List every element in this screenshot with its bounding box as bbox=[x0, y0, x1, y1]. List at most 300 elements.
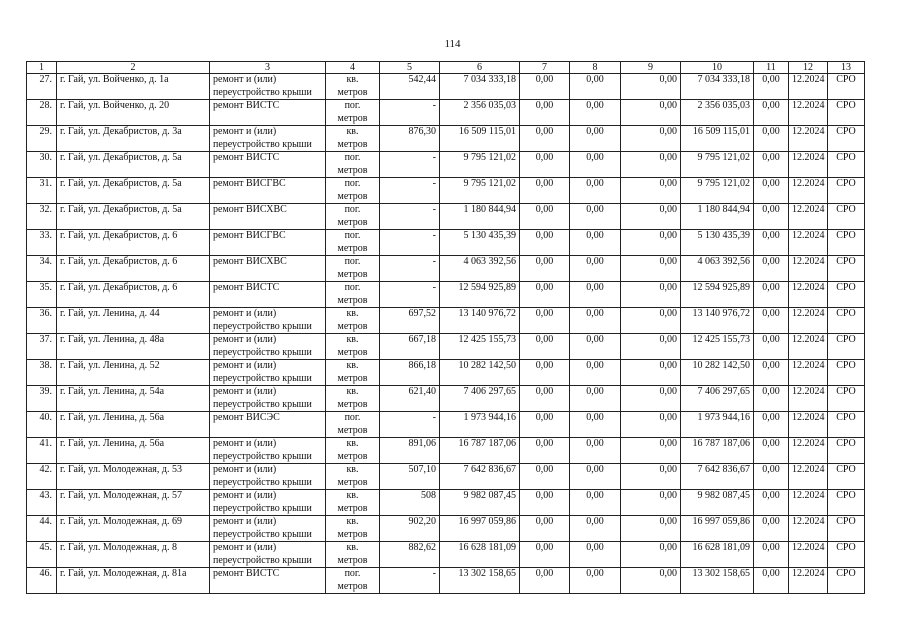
col10-cell: 5 130 435,39 bbox=[681, 230, 754, 256]
unit-line-2: метров bbox=[337, 346, 368, 358]
address-cell: г. Гай, ул. Молодежная, д. 81а bbox=[57, 568, 210, 594]
unit-line-1: пог. bbox=[344, 412, 361, 423]
col9-cell: 0,00 bbox=[621, 386, 681, 412]
col8-cell: 0,00 bbox=[570, 334, 621, 360]
col10-cell: 16 628 181,09 bbox=[681, 542, 754, 568]
quantity-cell: 902,20 bbox=[380, 516, 440, 542]
work-type-line-1: ремонт и (или) bbox=[213, 490, 277, 501]
work-type-line-1: ремонт ВИСТС bbox=[213, 152, 280, 163]
unit-line-1: пог. bbox=[344, 178, 361, 189]
work-type-cell bbox=[210, 126, 326, 152]
work-type-line-1: ремонт и (или) bbox=[213, 308, 277, 319]
row-number-cell: 39. bbox=[27, 386, 57, 412]
deadline-cell: 12.2024 bbox=[789, 74, 828, 100]
column-number-header: 6 bbox=[440, 62, 520, 74]
unit-line-1: кв. bbox=[346, 464, 359, 475]
work-type-cell bbox=[210, 256, 326, 282]
col7-cell: 0,00 bbox=[520, 178, 570, 204]
work-type-line-1: ремонт и (или) bbox=[213, 386, 277, 397]
work-type-cell bbox=[210, 334, 326, 360]
col8-cell: 0,00 bbox=[570, 178, 621, 204]
address-cell: г. Гай, ул. Ленина, д. 54а bbox=[57, 386, 210, 412]
column-number-header: 8 bbox=[570, 62, 621, 74]
col11-cell: 0,00 bbox=[754, 516, 789, 542]
unit-line-1: кв. bbox=[346, 386, 359, 397]
column-number-header: 9 bbox=[621, 62, 681, 74]
address-cell: г. Гай, ул. Ленина, д. 44 bbox=[57, 308, 210, 334]
work-type-cell bbox=[210, 412, 326, 438]
work-type-line-1: ремонт и (или) bbox=[213, 360, 277, 371]
table-row bbox=[27, 100, 865, 126]
total-cost-cell: 12 594 925,89 bbox=[440, 282, 520, 308]
col9-cell: 0,00 bbox=[621, 152, 681, 178]
method-cell: СРО bbox=[828, 152, 865, 178]
quantity-cell: - bbox=[380, 282, 440, 308]
row-number-cell: 29. bbox=[27, 126, 57, 152]
col7-cell: 0,00 bbox=[520, 152, 570, 178]
column-number-header: 2 bbox=[57, 62, 210, 74]
unit-line-2: метров bbox=[337, 424, 368, 436]
col7-cell: 0,00 bbox=[520, 308, 570, 334]
col9-cell: 0,00 bbox=[621, 568, 681, 594]
row-number-cell: 38. bbox=[27, 360, 57, 386]
table-row bbox=[27, 464, 865, 490]
col10-cell: 2 356 035,03 bbox=[681, 100, 754, 126]
work-type-line-1: ремонт и (или) bbox=[213, 516, 277, 527]
method-cell: СРО bbox=[828, 386, 865, 412]
total-cost-cell: 9 795 121,02 bbox=[440, 152, 520, 178]
unit-cell bbox=[326, 568, 380, 594]
col9-cell: 0,00 bbox=[621, 256, 681, 282]
col11-cell: 0,00 bbox=[754, 282, 789, 308]
address-cell: г. Гай, ул. Декабристов, д. 6 bbox=[57, 256, 210, 282]
col7-cell: 0,00 bbox=[520, 360, 570, 386]
address-cell: г. Гай, ул. Ленина, д. 52 bbox=[57, 360, 210, 386]
deadline-cell: 12.2024 bbox=[789, 334, 828, 360]
col9-cell: 0,00 bbox=[621, 282, 681, 308]
address-cell: г. Гай, ул. Декабристов, д. 3а bbox=[57, 126, 210, 152]
col9-cell: 0,00 bbox=[621, 542, 681, 568]
method-cell: СРО bbox=[828, 74, 865, 100]
table-row bbox=[27, 230, 865, 256]
work-type-line-2: переустройство крыши bbox=[213, 86, 312, 98]
total-cost-cell: 7 642 836,67 bbox=[440, 464, 520, 490]
total-cost-cell: 9 982 087,45 bbox=[440, 490, 520, 516]
col11-cell: 0,00 bbox=[754, 74, 789, 100]
total-cost-cell: 13 140 976,72 bbox=[440, 308, 520, 334]
work-type-cell bbox=[210, 282, 326, 308]
col11-cell: 0,00 bbox=[754, 204, 789, 230]
unit-line-1: пог. bbox=[344, 568, 361, 579]
address-cell: г. Гай, ул. Декабристов, д. 5а bbox=[57, 204, 210, 230]
row-number-cell: 41. bbox=[27, 438, 57, 464]
col10-cell: 1 180 844,94 bbox=[681, 204, 754, 230]
unit-cell bbox=[326, 126, 380, 152]
total-cost-cell: 16 997 059,86 bbox=[440, 516, 520, 542]
row-number-cell: 28. bbox=[27, 100, 57, 126]
work-type-cell bbox=[210, 204, 326, 230]
deadline-cell: 12.2024 bbox=[789, 568, 828, 594]
col9-cell: 0,00 bbox=[621, 490, 681, 516]
address-cell: г. Гай, ул. Ленина, д. 48а bbox=[57, 334, 210, 360]
unit-line-2: метров bbox=[337, 502, 368, 514]
unit-cell bbox=[326, 360, 380, 386]
quantity-cell: - bbox=[380, 412, 440, 438]
col11-cell: 0,00 bbox=[754, 438, 789, 464]
unit-cell bbox=[326, 152, 380, 178]
unit-cell bbox=[326, 334, 380, 360]
unit-line-1: кв. bbox=[346, 542, 359, 553]
work-type-line-1: ремонт и (или) bbox=[213, 334, 277, 345]
unit-line-2: метров bbox=[337, 320, 368, 332]
unit-line-2: метров bbox=[337, 528, 368, 540]
col10-cell: 13 302 158,65 bbox=[681, 568, 754, 594]
row-number-cell: 37. bbox=[27, 334, 57, 360]
row-number-cell: 30. bbox=[27, 152, 57, 178]
col9-cell: 0,00 bbox=[621, 464, 681, 490]
col7-cell: 0,00 bbox=[520, 516, 570, 542]
work-type-cell bbox=[210, 360, 326, 386]
col11-cell: 0,00 bbox=[754, 464, 789, 490]
work-type-line-2: переустройство крыши bbox=[213, 372, 312, 384]
col9-cell: 0,00 bbox=[621, 334, 681, 360]
column-number-header: 1 bbox=[27, 62, 57, 74]
table-row bbox=[27, 412, 865, 438]
unit-cell bbox=[326, 386, 380, 412]
work-type-line-1: ремонт ВИСХВС bbox=[213, 204, 287, 215]
col8-cell: 0,00 bbox=[570, 438, 621, 464]
col8-cell: 0,00 bbox=[570, 360, 621, 386]
unit-line-1: пог. bbox=[344, 230, 361, 241]
unit-line-1: пог. bbox=[344, 256, 361, 267]
quantity-cell: - bbox=[380, 204, 440, 230]
total-cost-cell: 7 034 333,18 bbox=[440, 74, 520, 100]
col7-cell: 0,00 bbox=[520, 490, 570, 516]
quantity-cell: 876,30 bbox=[380, 126, 440, 152]
deadline-cell: 12.2024 bbox=[789, 412, 828, 438]
col7-cell: 0,00 bbox=[520, 386, 570, 412]
work-type-line-1: ремонт ВИСГВС bbox=[213, 230, 286, 241]
method-cell: СРО bbox=[828, 308, 865, 334]
method-cell: СРО bbox=[828, 126, 865, 152]
column-number-header: 11 bbox=[754, 62, 789, 74]
work-type-line-1: ремонт ВИСЭС bbox=[213, 412, 280, 423]
unit-line-1: кв. bbox=[346, 308, 359, 319]
col8-cell: 0,00 bbox=[570, 100, 621, 126]
table-row bbox=[27, 178, 865, 204]
address-cell: г. Гай, ул. Войченко, д. 1а bbox=[57, 74, 210, 100]
col9-cell: 0,00 bbox=[621, 516, 681, 542]
col11-cell: 0,00 bbox=[754, 568, 789, 594]
col8-cell: 0,00 bbox=[570, 126, 621, 152]
deadline-cell: 12.2024 bbox=[789, 438, 828, 464]
quantity-cell: 866,18 bbox=[380, 360, 440, 386]
unit-cell bbox=[326, 308, 380, 334]
col11-cell: 0,00 bbox=[754, 152, 789, 178]
address-cell: г. Гай, ул. Декабристов, д. 6 bbox=[57, 282, 210, 308]
col8-cell: 0,00 bbox=[570, 516, 621, 542]
col10-cell: 7 406 297,65 bbox=[681, 386, 754, 412]
unit-line-2: метров bbox=[337, 476, 368, 488]
row-number-cell: 40. bbox=[27, 412, 57, 438]
quantity-cell: - bbox=[380, 256, 440, 282]
col8-cell: 0,00 bbox=[570, 464, 621, 490]
table-row bbox=[27, 334, 865, 360]
unit-line-1: кв. bbox=[346, 74, 359, 85]
work-type-line-1: ремонт и (или) bbox=[213, 438, 277, 449]
col9-cell: 0,00 bbox=[621, 204, 681, 230]
work-type-line-2: переустройство крыши bbox=[213, 554, 312, 566]
table-row bbox=[27, 282, 865, 308]
work-type-line-1: ремонт и (или) bbox=[213, 126, 277, 137]
col9-cell: 0,00 bbox=[621, 126, 681, 152]
unit-cell bbox=[326, 74, 380, 100]
method-cell: СРО bbox=[828, 568, 865, 594]
col7-cell: 0,00 bbox=[520, 334, 570, 360]
col7-cell: 0,00 bbox=[520, 126, 570, 152]
unit-cell bbox=[326, 516, 380, 542]
address-cell: г. Гай, ул. Декабристов, д. 5а bbox=[57, 178, 210, 204]
unit-cell bbox=[326, 490, 380, 516]
unit-cell bbox=[326, 438, 380, 464]
column-number-header: 10 bbox=[681, 62, 754, 74]
col10-cell: 16 997 059,86 bbox=[681, 516, 754, 542]
col8-cell: 0,00 bbox=[570, 74, 621, 100]
unit-cell bbox=[326, 464, 380, 490]
work-type-line-2: переустройство крыши bbox=[213, 398, 312, 410]
work-type-cell bbox=[210, 100, 326, 126]
col11-cell: 0,00 bbox=[754, 230, 789, 256]
deadline-cell: 12.2024 bbox=[789, 282, 828, 308]
column-number-header: 5 bbox=[380, 62, 440, 74]
page-number: 114 bbox=[444, 38, 461, 50]
col8-cell: 0,00 bbox=[570, 490, 621, 516]
total-cost-cell: 2 356 035,03 bbox=[440, 100, 520, 126]
row-number-cell: 34. bbox=[27, 256, 57, 282]
col9-cell: 0,00 bbox=[621, 438, 681, 464]
col7-cell: 0,00 bbox=[520, 282, 570, 308]
row-number-cell: 43. bbox=[27, 490, 57, 516]
row-number-cell: 31. bbox=[27, 178, 57, 204]
col10-cell: 1 973 944,16 bbox=[681, 412, 754, 438]
table-row bbox=[27, 542, 865, 568]
unit-line-2: метров bbox=[337, 554, 368, 566]
column-number-row bbox=[27, 62, 865, 74]
col8-cell: 0,00 bbox=[570, 386, 621, 412]
total-cost-cell: 1 180 844,94 bbox=[440, 204, 520, 230]
col7-cell: 0,00 bbox=[520, 464, 570, 490]
method-cell: СРО bbox=[828, 230, 865, 256]
col10-cell: 9 795 121,02 bbox=[681, 178, 754, 204]
col7-cell: 0,00 bbox=[520, 204, 570, 230]
col10-cell: 12 594 925,89 bbox=[681, 282, 754, 308]
col11-cell: 0,00 bbox=[754, 490, 789, 516]
address-cell: г. Гай, ул. Ленина, д. 56а bbox=[57, 438, 210, 464]
total-cost-cell: 16 628 181,09 bbox=[440, 542, 520, 568]
method-cell: СРО bbox=[828, 178, 865, 204]
table-row bbox=[27, 438, 865, 464]
work-type-cell bbox=[210, 152, 326, 178]
table-row bbox=[27, 568, 865, 594]
column-number-header: 3 bbox=[210, 62, 326, 74]
quantity-cell: 891,06 bbox=[380, 438, 440, 464]
unit-line-1: пог. bbox=[344, 152, 361, 163]
column-number-header: 13 bbox=[828, 62, 865, 74]
address-cell: г. Гай, ул. Молодежная, д. 53 bbox=[57, 464, 210, 490]
col8-cell: 0,00 bbox=[570, 412, 621, 438]
col7-cell: 0,00 bbox=[520, 230, 570, 256]
col10-cell: 13 140 976,72 bbox=[681, 308, 754, 334]
deadline-cell: 12.2024 bbox=[789, 152, 828, 178]
deadline-cell: 12.2024 bbox=[789, 516, 828, 542]
col9-cell: 0,00 bbox=[621, 230, 681, 256]
col10-cell: 16 787 187,06 bbox=[681, 438, 754, 464]
unit-cell bbox=[326, 178, 380, 204]
row-number-cell: 45. bbox=[27, 542, 57, 568]
col11-cell: 0,00 bbox=[754, 256, 789, 282]
row-number-cell: 46. bbox=[27, 568, 57, 594]
work-type-cell bbox=[210, 178, 326, 204]
table-row bbox=[27, 126, 865, 152]
col9-cell: 0,00 bbox=[621, 308, 681, 334]
work-type-line-1: ремонт и (или) bbox=[213, 464, 277, 475]
deadline-cell: 12.2024 bbox=[789, 256, 828, 282]
table-row bbox=[27, 74, 865, 100]
work-type-cell bbox=[210, 438, 326, 464]
col7-cell: 0,00 bbox=[520, 100, 570, 126]
work-type-line-2: переустройство крыши bbox=[213, 502, 312, 514]
col7-cell: 0,00 bbox=[520, 256, 570, 282]
address-cell: г. Гай, ул. Войченко, д. 20 bbox=[57, 100, 210, 126]
col8-cell: 0,00 bbox=[570, 152, 621, 178]
table-row bbox=[27, 490, 865, 516]
work-type-line-2: переустройство крыши bbox=[213, 528, 312, 540]
unit-cell bbox=[326, 256, 380, 282]
col10-cell: 16 509 115,01 bbox=[681, 126, 754, 152]
deadline-cell: 12.2024 bbox=[789, 542, 828, 568]
work-type-cell bbox=[210, 542, 326, 568]
col7-cell: 0,00 bbox=[520, 568, 570, 594]
col11-cell: 0,00 bbox=[754, 542, 789, 568]
col11-cell: 0,00 bbox=[754, 178, 789, 204]
address-cell: г. Гай, ул. Молодежная, д. 57 bbox=[57, 490, 210, 516]
unit-cell bbox=[326, 204, 380, 230]
total-cost-cell: 16 509 115,01 bbox=[440, 126, 520, 152]
total-cost-cell: 4 063 392,56 bbox=[440, 256, 520, 282]
table-row bbox=[27, 516, 865, 542]
table-body bbox=[27, 62, 865, 594]
col11-cell: 0,00 bbox=[754, 360, 789, 386]
quantity-cell: 697,52 bbox=[380, 308, 440, 334]
work-type-line-1: ремонт ВИСТС bbox=[213, 568, 280, 579]
unit-line-1: кв. bbox=[346, 490, 359, 501]
method-cell: СРО bbox=[828, 438, 865, 464]
col11-cell: 0,00 bbox=[754, 334, 789, 360]
col8-cell: 0,00 bbox=[570, 256, 621, 282]
total-cost-cell: 1 973 944,16 bbox=[440, 412, 520, 438]
unit-cell bbox=[326, 542, 380, 568]
col11-cell: 0,00 bbox=[754, 412, 789, 438]
unit-line-2: метров bbox=[337, 112, 368, 124]
unit-line-2: метров bbox=[337, 164, 368, 176]
col11-cell: 0,00 bbox=[754, 308, 789, 334]
work-type-line-1: ремонт ВИСТС bbox=[213, 100, 280, 111]
col8-cell: 0,00 bbox=[570, 308, 621, 334]
method-cell: СРО bbox=[828, 360, 865, 386]
unit-line-1: кв. bbox=[346, 126, 359, 137]
method-cell: СРО bbox=[828, 334, 865, 360]
method-cell: СРО bbox=[828, 204, 865, 230]
work-type-line-1: ремонт и (или) bbox=[213, 74, 277, 85]
unit-line-2: метров bbox=[337, 138, 368, 150]
deadline-cell: 12.2024 bbox=[789, 464, 828, 490]
row-number-cell: 27. bbox=[27, 74, 57, 100]
total-cost-cell: 12 425 155,73 bbox=[440, 334, 520, 360]
unit-line-2: метров bbox=[337, 268, 368, 280]
method-cell: СРО bbox=[828, 412, 865, 438]
table-row bbox=[27, 386, 865, 412]
method-cell: СРО bbox=[828, 256, 865, 282]
unit-line-2: метров bbox=[337, 580, 368, 592]
work-type-line-1: ремонт ВИСТС bbox=[213, 282, 280, 293]
method-cell: СРО bbox=[828, 490, 865, 516]
unit-line-2: метров bbox=[337, 450, 368, 462]
col10-cell: 12 425 155,73 bbox=[681, 334, 754, 360]
unit-line-2: метров bbox=[337, 398, 368, 410]
unit-line-1: пог. bbox=[344, 282, 361, 293]
col8-cell: 0,00 bbox=[570, 282, 621, 308]
quantity-cell: - bbox=[380, 230, 440, 256]
deadline-cell: 12.2024 bbox=[789, 178, 828, 204]
col10-cell: 9 795 121,02 bbox=[681, 152, 754, 178]
work-type-line-1: ремонт и (или) bbox=[213, 542, 277, 553]
deadline-cell: 12.2024 bbox=[789, 204, 828, 230]
col7-cell: 0,00 bbox=[520, 542, 570, 568]
unit-line-2: метров bbox=[337, 294, 368, 306]
row-number-cell: 42. bbox=[27, 464, 57, 490]
col9-cell: 0,00 bbox=[621, 360, 681, 386]
col10-cell: 10 282 142,50 bbox=[681, 360, 754, 386]
col9-cell: 0,00 bbox=[621, 178, 681, 204]
method-cell: СРО bbox=[828, 282, 865, 308]
method-cell: СРО bbox=[828, 542, 865, 568]
work-type-cell bbox=[210, 308, 326, 334]
total-cost-cell: 10 282 142,50 bbox=[440, 360, 520, 386]
address-cell: г. Гай, ул. Ленина, д. 56а bbox=[57, 412, 210, 438]
quantity-cell: 667,18 bbox=[380, 334, 440, 360]
quantity-cell: 621,40 bbox=[380, 386, 440, 412]
unit-line-2: метров bbox=[337, 372, 368, 384]
unit-line-2: метров bbox=[337, 86, 368, 98]
work-type-cell bbox=[210, 230, 326, 256]
column-number-header: 4 bbox=[326, 62, 380, 74]
work-type-cell bbox=[210, 516, 326, 542]
method-cell: СРО bbox=[828, 100, 865, 126]
deadline-cell: 12.2024 bbox=[789, 100, 828, 126]
col11-cell: 0,00 bbox=[754, 100, 789, 126]
col10-cell: 4 063 392,56 bbox=[681, 256, 754, 282]
col10-cell: 7 642 836,67 bbox=[681, 464, 754, 490]
quantity-cell: - bbox=[380, 100, 440, 126]
col8-cell: 0,00 bbox=[570, 568, 621, 594]
row-number-cell: 36. bbox=[27, 308, 57, 334]
unit-line-2: метров bbox=[337, 216, 368, 228]
work-type-line-2: переустройство крыши bbox=[213, 450, 312, 462]
unit-cell bbox=[326, 100, 380, 126]
work-type-cell bbox=[210, 386, 326, 412]
unit-line-2: метров bbox=[337, 242, 368, 254]
quantity-cell: - bbox=[380, 568, 440, 594]
